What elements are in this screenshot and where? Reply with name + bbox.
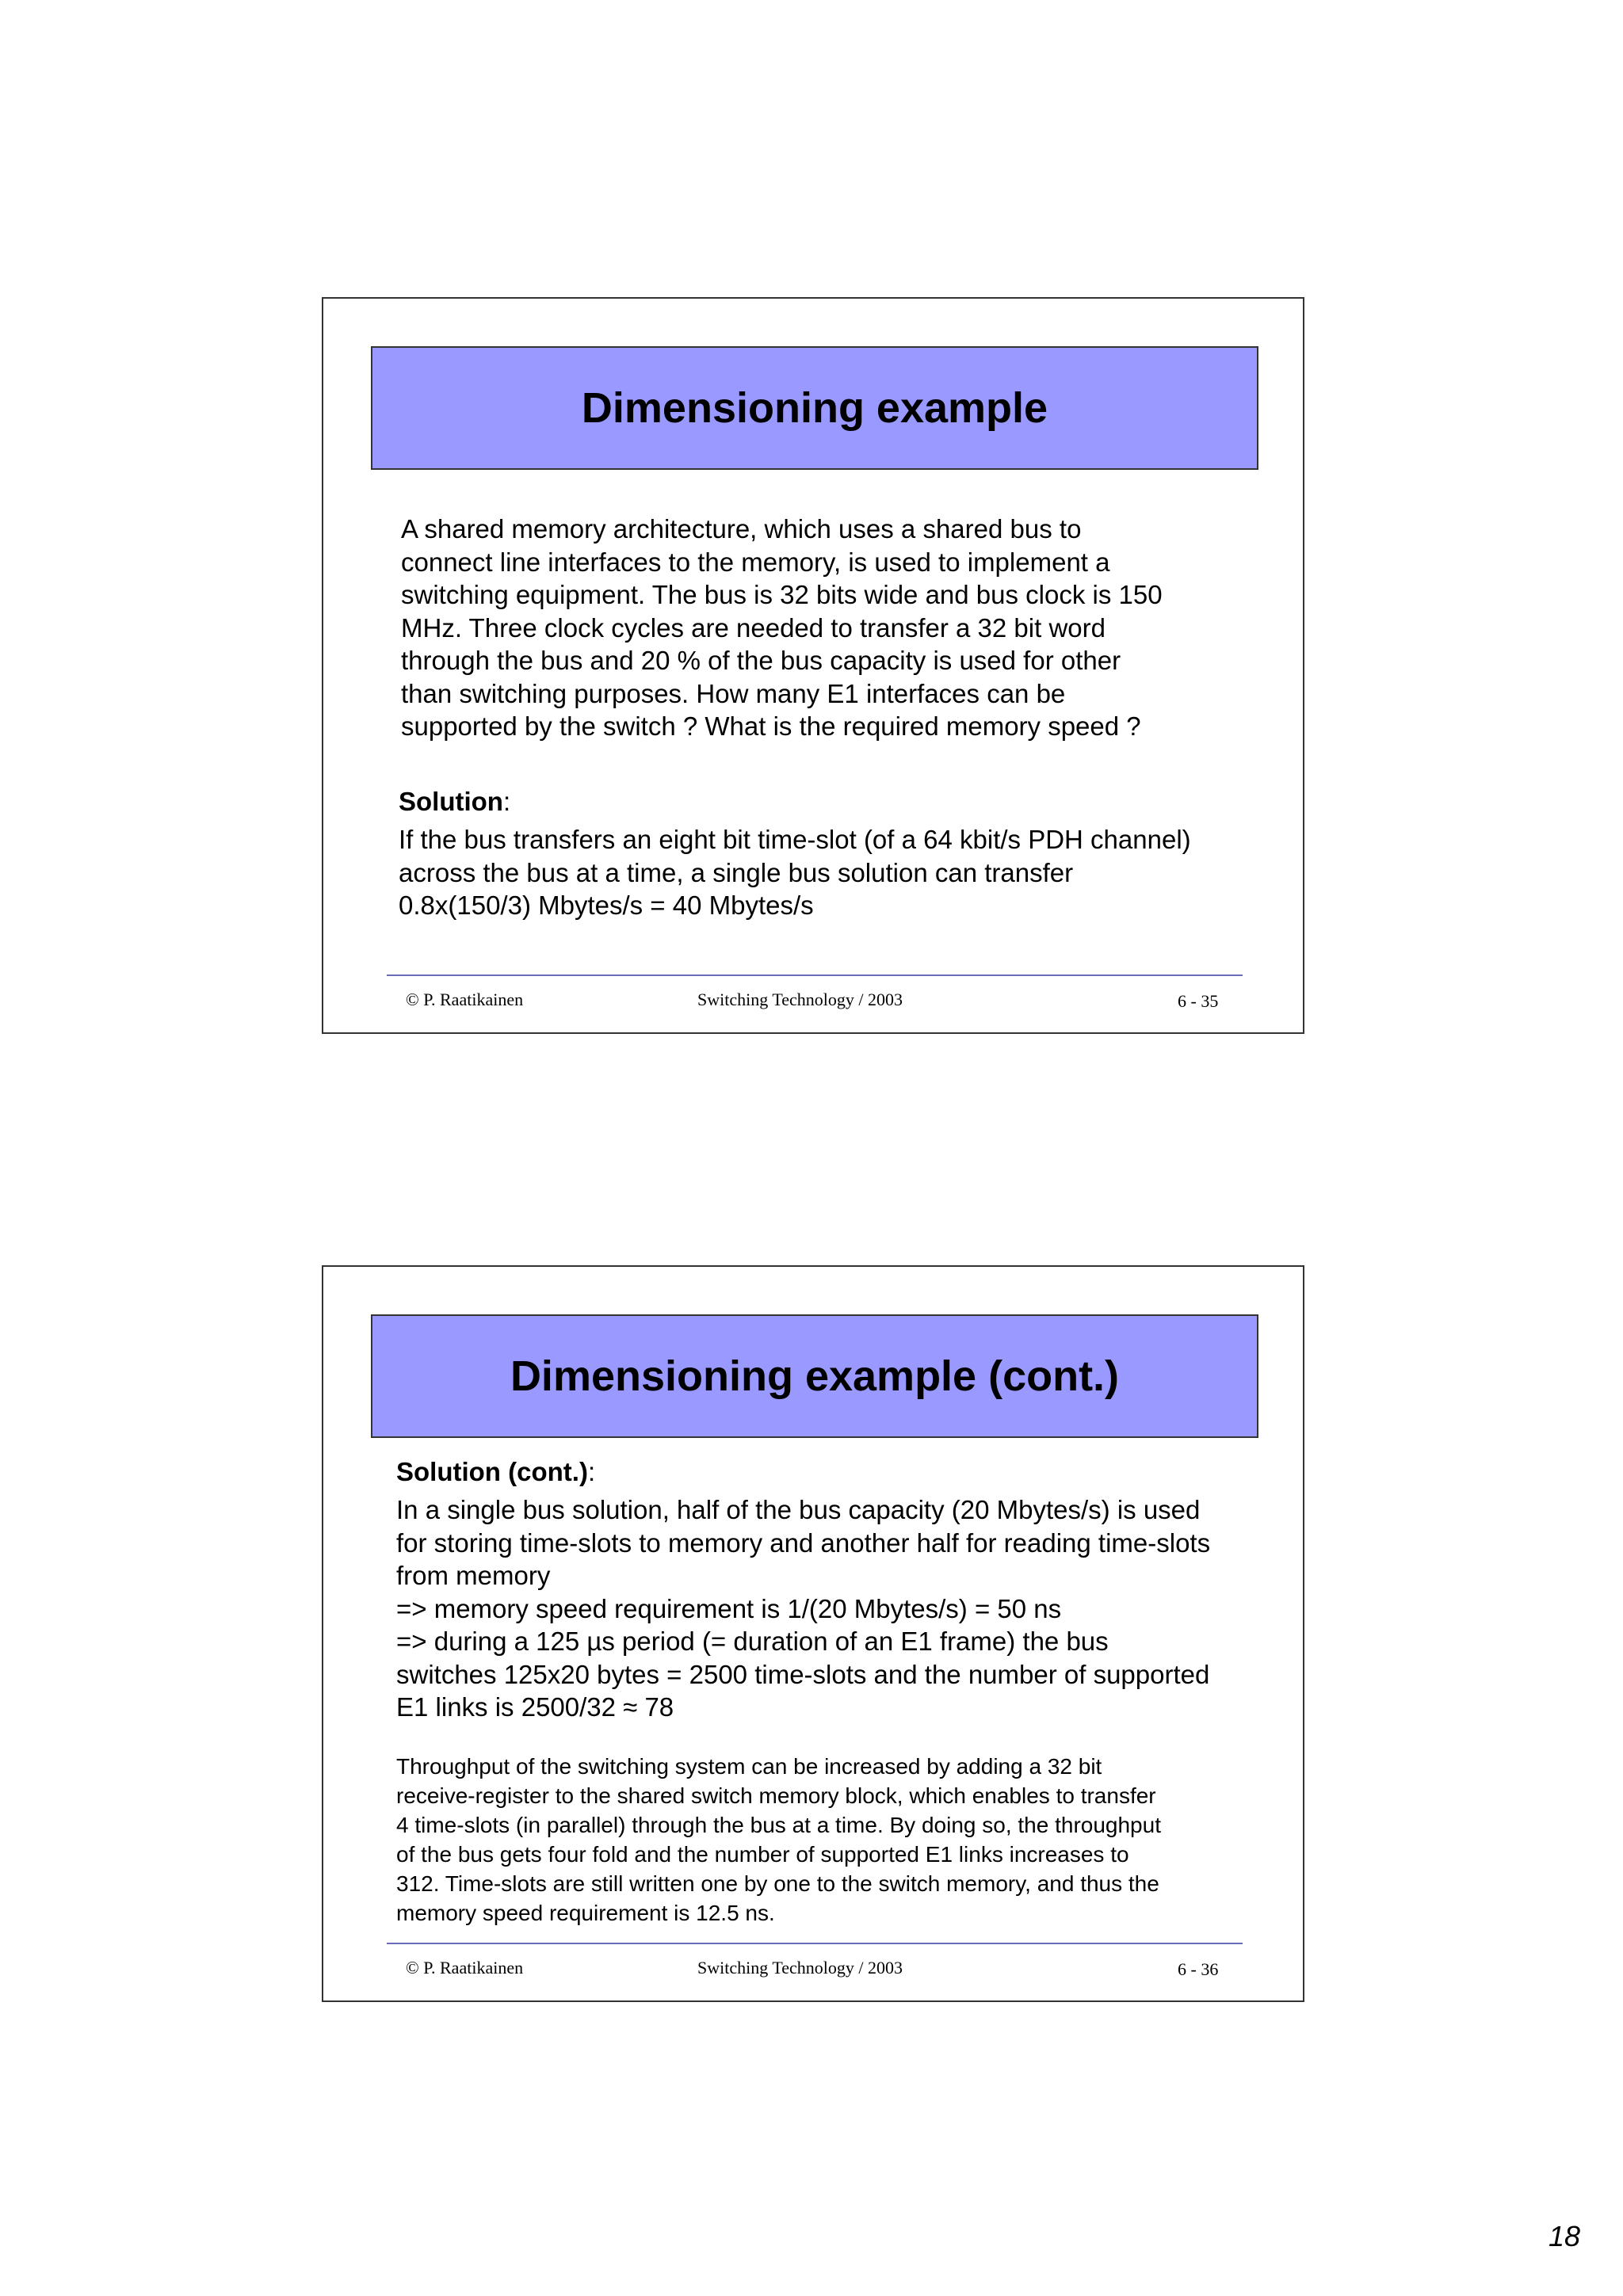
footer-rule (387, 1943, 1243, 1944)
solution-colon: : (587, 1457, 596, 1486)
slide-title-box (371, 346, 1258, 470)
footer-course: Switching Technology / 2003 (697, 990, 903, 1009)
solution-heading: Solution (cont.) (396, 1457, 588, 1486)
slide-6-36 (322, 1265, 1304, 2002)
solution-heading: Solution (399, 787, 503, 816)
solution-text: In a single bus solution, half of the bus capacity (20 Mbytes/s) is used for storing time-slots to memory and another half for reading time-slots from memory => memory speed requirement is 1/(20 Mbytes/s) = 50 ns => during a 125 µs period (= duration of an E1 frame) the bus switches 125x20 bytes = 2500 time-slots and the number of supported E1 links is 2500/32 ≈ 78 (396, 1495, 1211, 1722)
slide-title-box (371, 1314, 1258, 1438)
footer-rule (387, 974, 1243, 976)
solution-colon: : (502, 787, 511, 816)
footer-author: © P. Raatikainen (406, 990, 524, 1009)
throughput-note: Throughput of the switching system can be increased by adding a 32 bit receive-register to the shared switch memory block, which enables to transfer 4 time-slots (in parallel) through the bus at a time. By doing so, the throughput of the bus gets four fold and the number of supported E1 links increases to 312. Time-slots are still written one by one to the switch memory, and thus the memory speed requirement is 12.5 ns. (396, 1754, 1161, 1925)
slide-title: Dimensioning example (cont.) (510, 1352, 1120, 1400)
footer-slide-number: 6 - 36 (1178, 1959, 1219, 1979)
slide-6-35 (322, 297, 1304, 1034)
solution-heading-line (396, 1455, 595, 1489)
footer-author: © P. Raatikainen (406, 1958, 524, 1978)
problem-statement: A shared memory architecture, which uses a shared bus to connect line interfaces to the memory, is used to implement a switching equipment. The bus is 32 bits wide and bus clock is 150 MHz. Three clock cycles are needed to transfer a 32 bit word through the bus and 20 % of the bus capacity is used for other than switching purposes. How many E1 interfaces can be supported by the switch ? What is the required memory speed ? (401, 514, 1163, 741)
page-number: 18 (1548, 2220, 1580, 2252)
slide-title: Dimensioning example (581, 384, 1048, 432)
solution-heading-line (399, 785, 510, 818)
solution-text: If the bus transfers an eight bit time-slot (of a 64 kbit/s PDH channel) across the bus at a time, a single bus solution can transfer 0.8x(150/3) Mbytes/s = 40 Mbytes/s (399, 825, 1191, 920)
footer-slide-number: 6 - 35 (1178, 991, 1219, 1011)
footer-course: Switching Technology / 2003 (697, 1958, 903, 1978)
